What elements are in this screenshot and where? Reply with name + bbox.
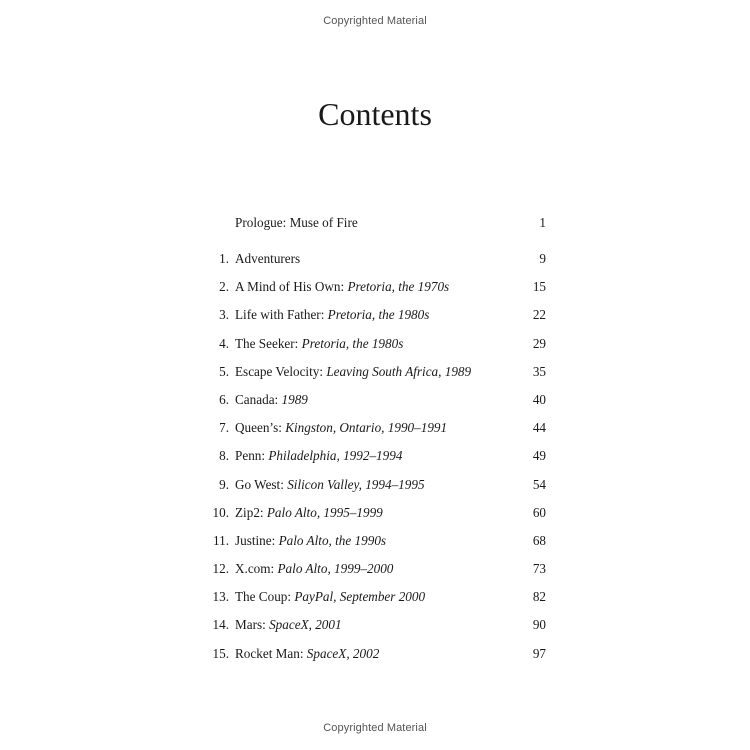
chapter-number: 10. <box>212 504 229 520</box>
toc-entry-title <box>235 501 383 525</box>
toc-entry <box>200 642 548 670</box>
chapter-subtitle: Philadelphia, 1992–1994 <box>268 448 403 464</box>
toc-entry <box>200 303 548 331</box>
toc-page-number: 49 <box>532 448 546 464</box>
chapter-subtitle: Palo Alto, the 1990s <box>278 532 387 548</box>
toc-page-number: 90 <box>532 617 546 633</box>
chapter-number: 5. <box>219 363 229 379</box>
chapter-number: 15. <box>212 645 229 661</box>
chapter-title: The Coup: <box>235 589 292 605</box>
toc-page-number: 54 <box>532 476 546 492</box>
chapter-number: 1. <box>219 251 229 266</box>
chapter-title: Canada: <box>235 391 279 407</box>
toc-entry-title <box>235 388 308 412</box>
toc-entry <box>200 529 548 557</box>
toc-entry <box>200 416 548 444</box>
chapter-title: The Seeker: <box>235 335 299 351</box>
chapter-subtitle: SpaceX, 2001 <box>269 617 342 633</box>
chapter-title: Penn: <box>235 448 266 464</box>
toc-entry-title <box>235 416 447 440</box>
chapter-number: 6. <box>219 391 229 407</box>
chapter-number: 3. <box>219 307 229 323</box>
chapter-title: Escape Velocity: <box>235 363 324 379</box>
chapter-subtitle: Palo Alto, 1995–1999 <box>266 504 383 520</box>
chapter-subtitle: 1989 <box>281 391 308 407</box>
chapter-number: 7. <box>219 420 229 436</box>
chapter-title: Rocket Man: <box>235 645 304 661</box>
chapter-number: 13. <box>212 589 229 605</box>
chapter-title: Life with Father: <box>235 307 325 323</box>
chapter-title: Go West: <box>235 476 284 492</box>
chapter-number: 4. <box>219 335 229 351</box>
toc-page-number: 68 <box>532 532 546 548</box>
watermark-top: Copyrighted Material <box>323 15 427 27</box>
chapter-title: A Mind of His Own: <box>235 279 345 295</box>
toc-entry-title <box>235 247 300 271</box>
chapter-subtitle: Leaving South Africa, 1989 <box>326 363 472 379</box>
toc-entry-prologue <box>200 211 548 247</box>
chapter-number: 2. <box>219 279 229 295</box>
toc-page-number: 9 <box>539 251 546 266</box>
toc-entry-title: Prologue: Muse of Fire <box>235 215 358 230</box>
toc-page-number: 44 <box>532 420 546 436</box>
toc-entry <box>200 613 548 641</box>
toc-entry <box>200 585 548 613</box>
toc-page-number: 40 <box>532 391 546 407</box>
chapter-subtitle: Pretoria, the 1980s <box>301 335 404 351</box>
toc-page-number: 82 <box>532 589 546 605</box>
chapter-number: 12. <box>212 561 229 577</box>
toc-page-number: 22 <box>532 307 546 323</box>
chapter-title: Mars: <box>235 617 266 633</box>
table-of-contents <box>200 211 548 670</box>
chapter-title: Adventurers <box>235 251 301 266</box>
toc-page-number: 15 <box>532 279 546 295</box>
toc-entry <box>200 557 548 585</box>
chapter-subtitle: Kingston, Ontario, 1990–1991 <box>285 420 448 436</box>
toc-entry <box>200 473 548 501</box>
toc-entry <box>200 360 548 388</box>
chapter-subtitle: Pretoria, the 1980s <box>327 307 430 323</box>
toc-page-number: 73 <box>532 561 546 577</box>
toc-page-number: 60 <box>532 504 546 520</box>
toc-entry <box>200 501 548 529</box>
chapter-subtitle: SpaceX, 2002 <box>306 645 380 661</box>
toc-page-number: 1 <box>539 215 546 230</box>
toc-page-number: 29 <box>532 335 546 351</box>
toc-entry-title <box>235 642 379 666</box>
toc-page-number: 97 <box>532 645 546 661</box>
chapter-subtitle: Silicon Valley, 1994–1995 <box>287 476 425 492</box>
toc-entry-title <box>235 585 425 609</box>
chapter-subtitle: PayPal, September 2000 <box>294 589 426 605</box>
toc-entry <box>200 275 548 303</box>
toc-entry-title <box>235 275 449 299</box>
toc-entry <box>200 388 548 416</box>
toc-entry <box>200 444 548 472</box>
chapter-title: X.com: <box>235 561 275 577</box>
toc-entry <box>200 247 548 275</box>
toc-page-number: 35 <box>532 363 546 379</box>
toc-entry-title <box>235 557 393 581</box>
chapter-number: 11. <box>213 532 229 548</box>
chapter-number: 14. <box>212 617 229 633</box>
toc-entry <box>200 332 548 360</box>
toc-entry-title <box>235 444 402 468</box>
page-title: Contents <box>318 96 432 132</box>
toc-entry-title <box>235 360 471 384</box>
chapter-number: 9. <box>219 476 229 492</box>
chapter-subtitle: Palo Alto, 1999–2000 <box>277 561 394 577</box>
toc-entry-title <box>235 613 342 637</box>
chapter-title: Queen’s: <box>235 420 282 436</box>
chapter-number: 8. <box>219 448 229 464</box>
toc-entry-title <box>235 529 386 553</box>
chapter-subtitle: Pretoria, the 1970s <box>347 279 450 295</box>
watermark-bottom: Copyrighted Material <box>323 722 427 734</box>
chapter-title: Justine: <box>235 532 276 548</box>
toc-entry-title <box>235 303 429 327</box>
chapter-title: Zip2: <box>235 504 264 520</box>
toc-entry-title <box>235 473 425 497</box>
toc-entry-title <box>235 332 403 356</box>
